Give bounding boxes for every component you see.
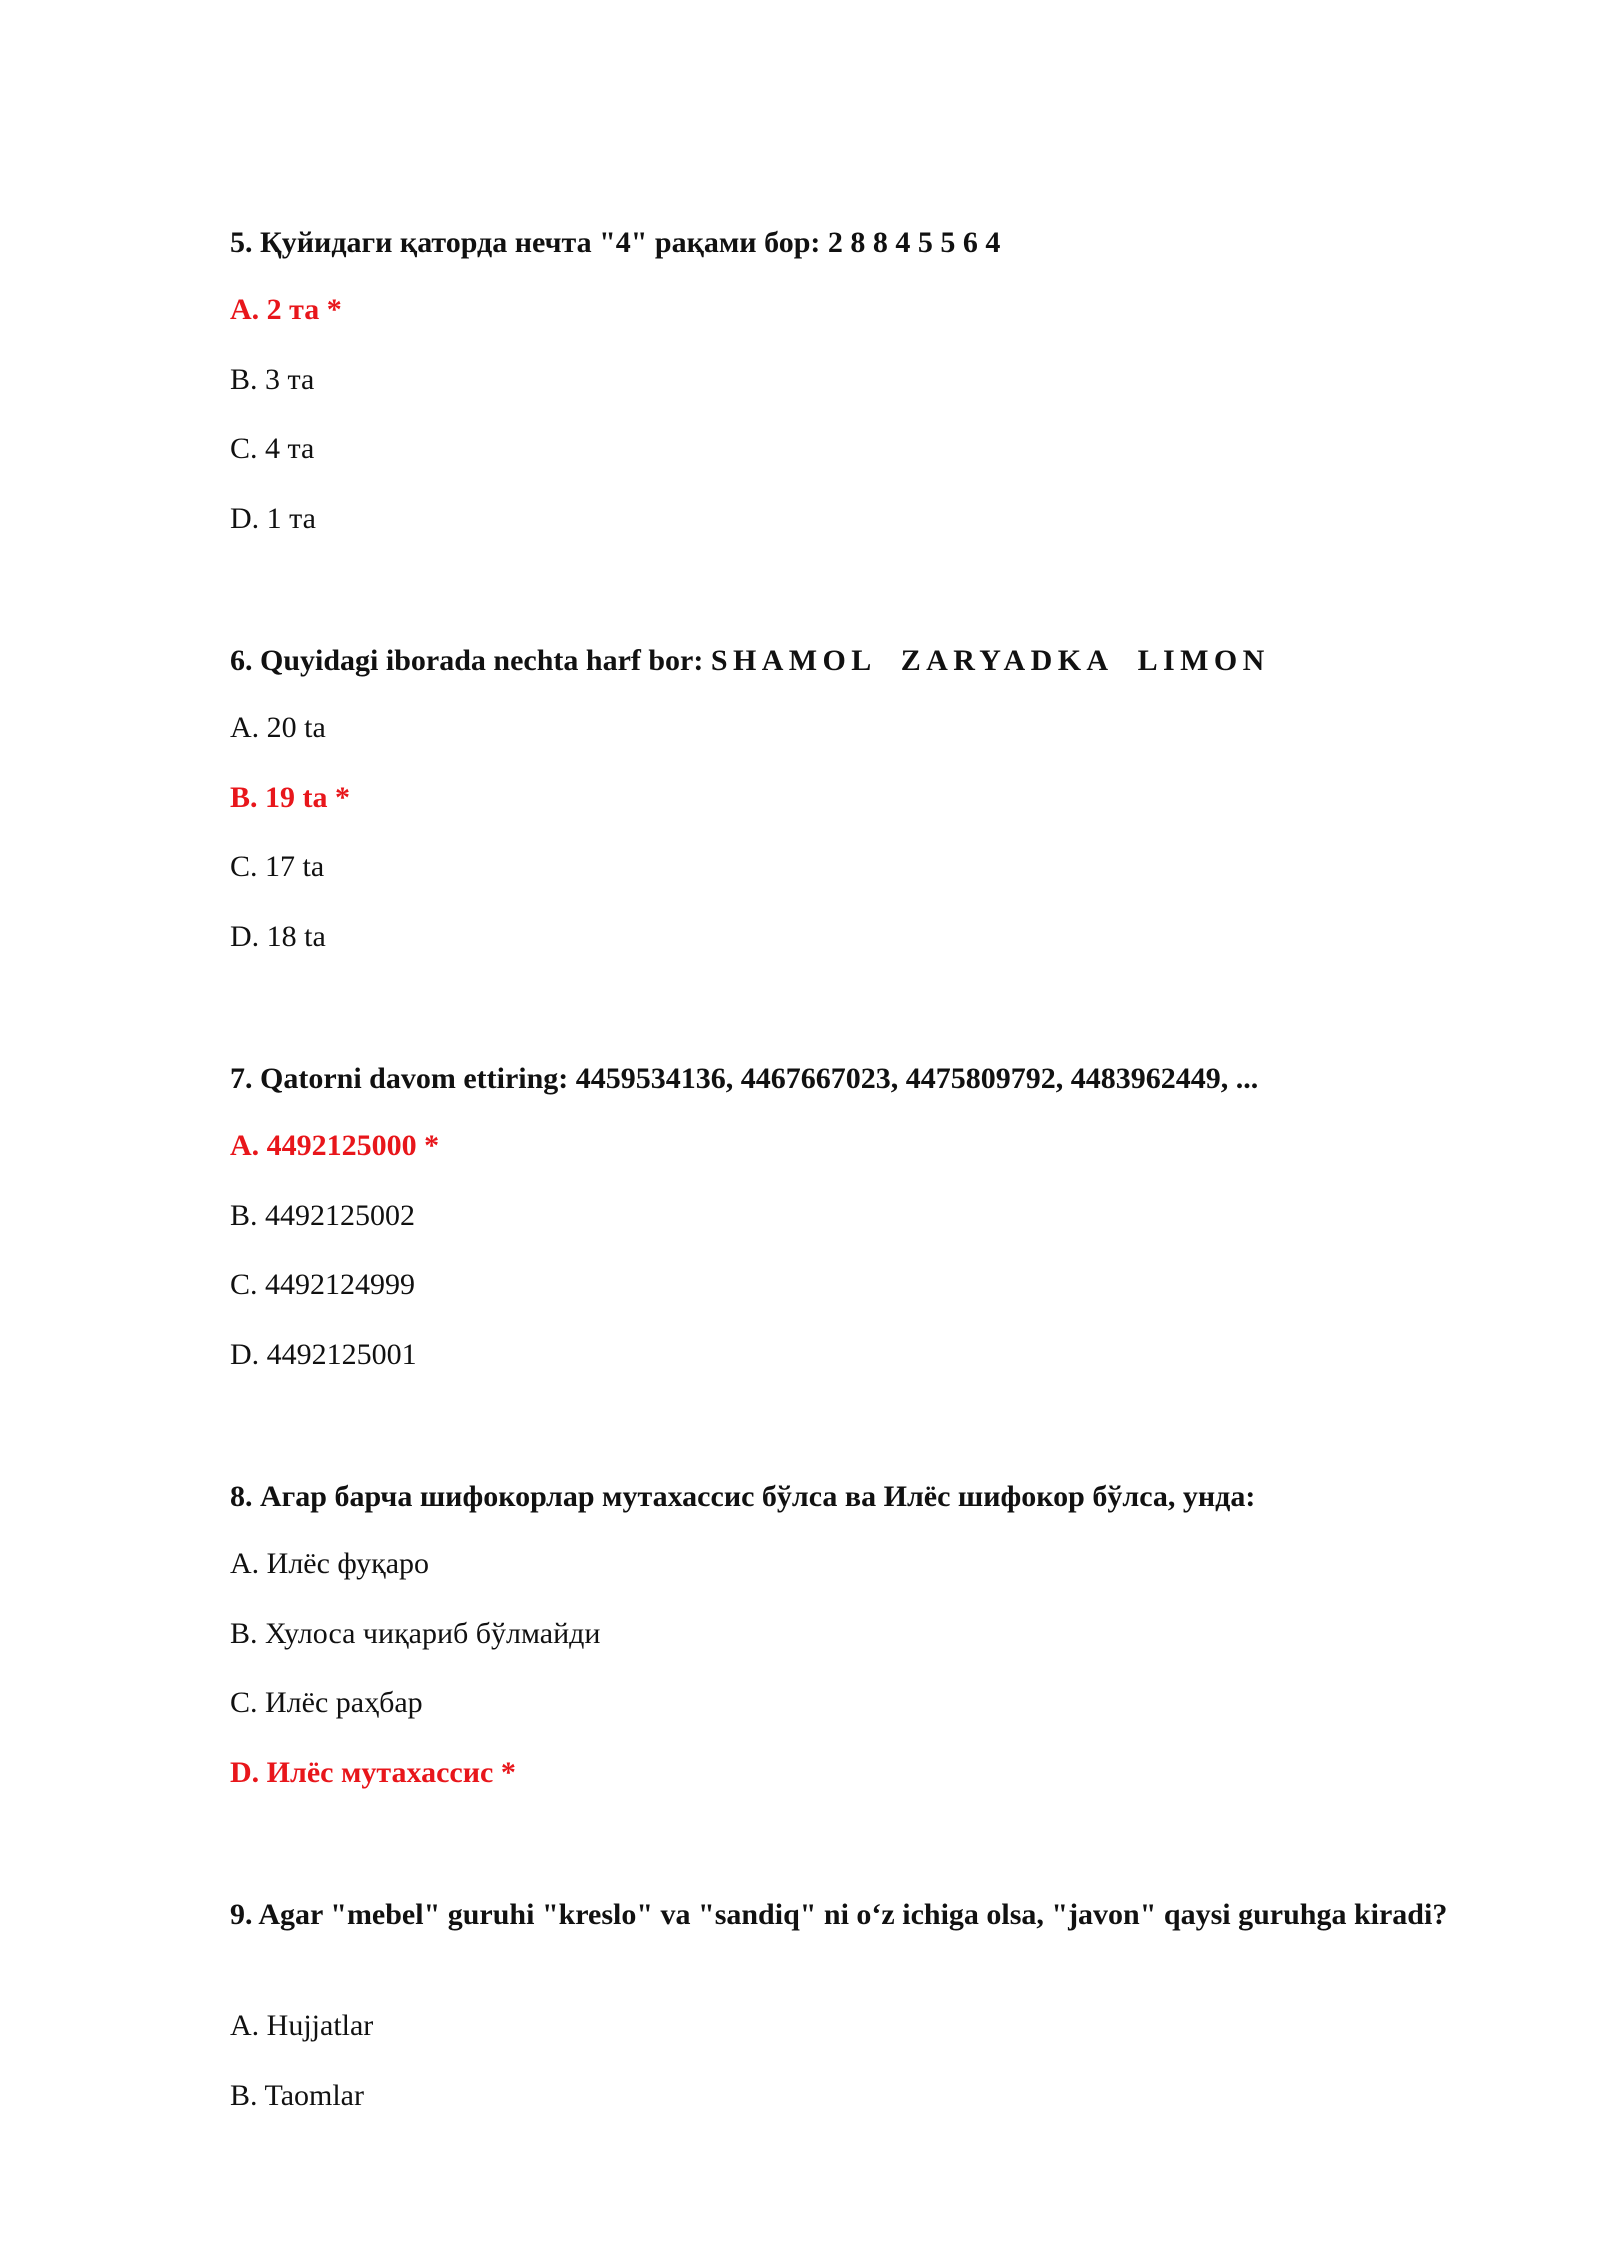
question-text: 7. Qatorni davom ettiring: 4459534136, 4467667023, 4475809792, 4483962449, ... xyxy=(230,1062,1259,1095)
option-7c: C. 4492124999 xyxy=(230,1268,416,1301)
option-5c: C. 4 та xyxy=(230,432,315,465)
question-8 xyxy=(230,1475,1460,1519)
option-9b: B. Taomlar xyxy=(230,2079,364,2112)
question-text xyxy=(230,639,1460,683)
option-7a: A. 4492125000 * xyxy=(230,1129,440,1162)
option-9a: A. Hujjatlar xyxy=(230,2009,374,2042)
option-5b: B. 3 та xyxy=(230,363,315,396)
question-text-prefix: 6. Quyidagi iborada nechta harf bor: xyxy=(230,644,711,677)
option-8a: A. Илёс фуқаро xyxy=(230,1547,430,1580)
question-6 xyxy=(230,639,1460,683)
option-7b: B. 4492125002 xyxy=(230,1199,416,1232)
option-7d: D. 4492125001 xyxy=(230,1338,417,1371)
option-8b: B. Хулоса чиқариб бўлмайди xyxy=(230,1617,601,1650)
option-5d: D. 1 та xyxy=(230,502,316,535)
question-5 xyxy=(230,221,1460,265)
question-9 xyxy=(230,1893,1460,1937)
option-8c: C. Илёс раҳбар xyxy=(230,1686,423,1719)
option-5a: A. 2 та * xyxy=(230,293,342,326)
question-text: 5. Қуйидаги қаторда нечта "4" рақами бор: 2 8 8 4 5 5 6 4 xyxy=(230,226,1001,259)
question-text: 8. Агар барча шифокорлар мутахассис бўлса ва Илёс шифокор бўлса, унда: xyxy=(230,1480,1256,1513)
option-6a: A. 20 ta xyxy=(230,711,326,744)
question-letters: SHAMOL ZARYADKA LIMON xyxy=(710,644,1270,677)
question-7 xyxy=(230,1057,1460,1101)
option-8d: D. Илёс мутахассис * xyxy=(230,1756,516,1789)
option-6c: C. 17 ta xyxy=(230,850,325,883)
document-page xyxy=(230,0,1460,2262)
option-6b: B. 19 ta * xyxy=(230,781,350,814)
option-6d: D. 18 ta xyxy=(230,920,326,953)
question-text: 9. Agar "mebel" guruhi "kreslo" va "sandiq" ni o‘z ichiga olsa, "javon" qaysi guruhga kiradi? xyxy=(230,1898,1448,1931)
